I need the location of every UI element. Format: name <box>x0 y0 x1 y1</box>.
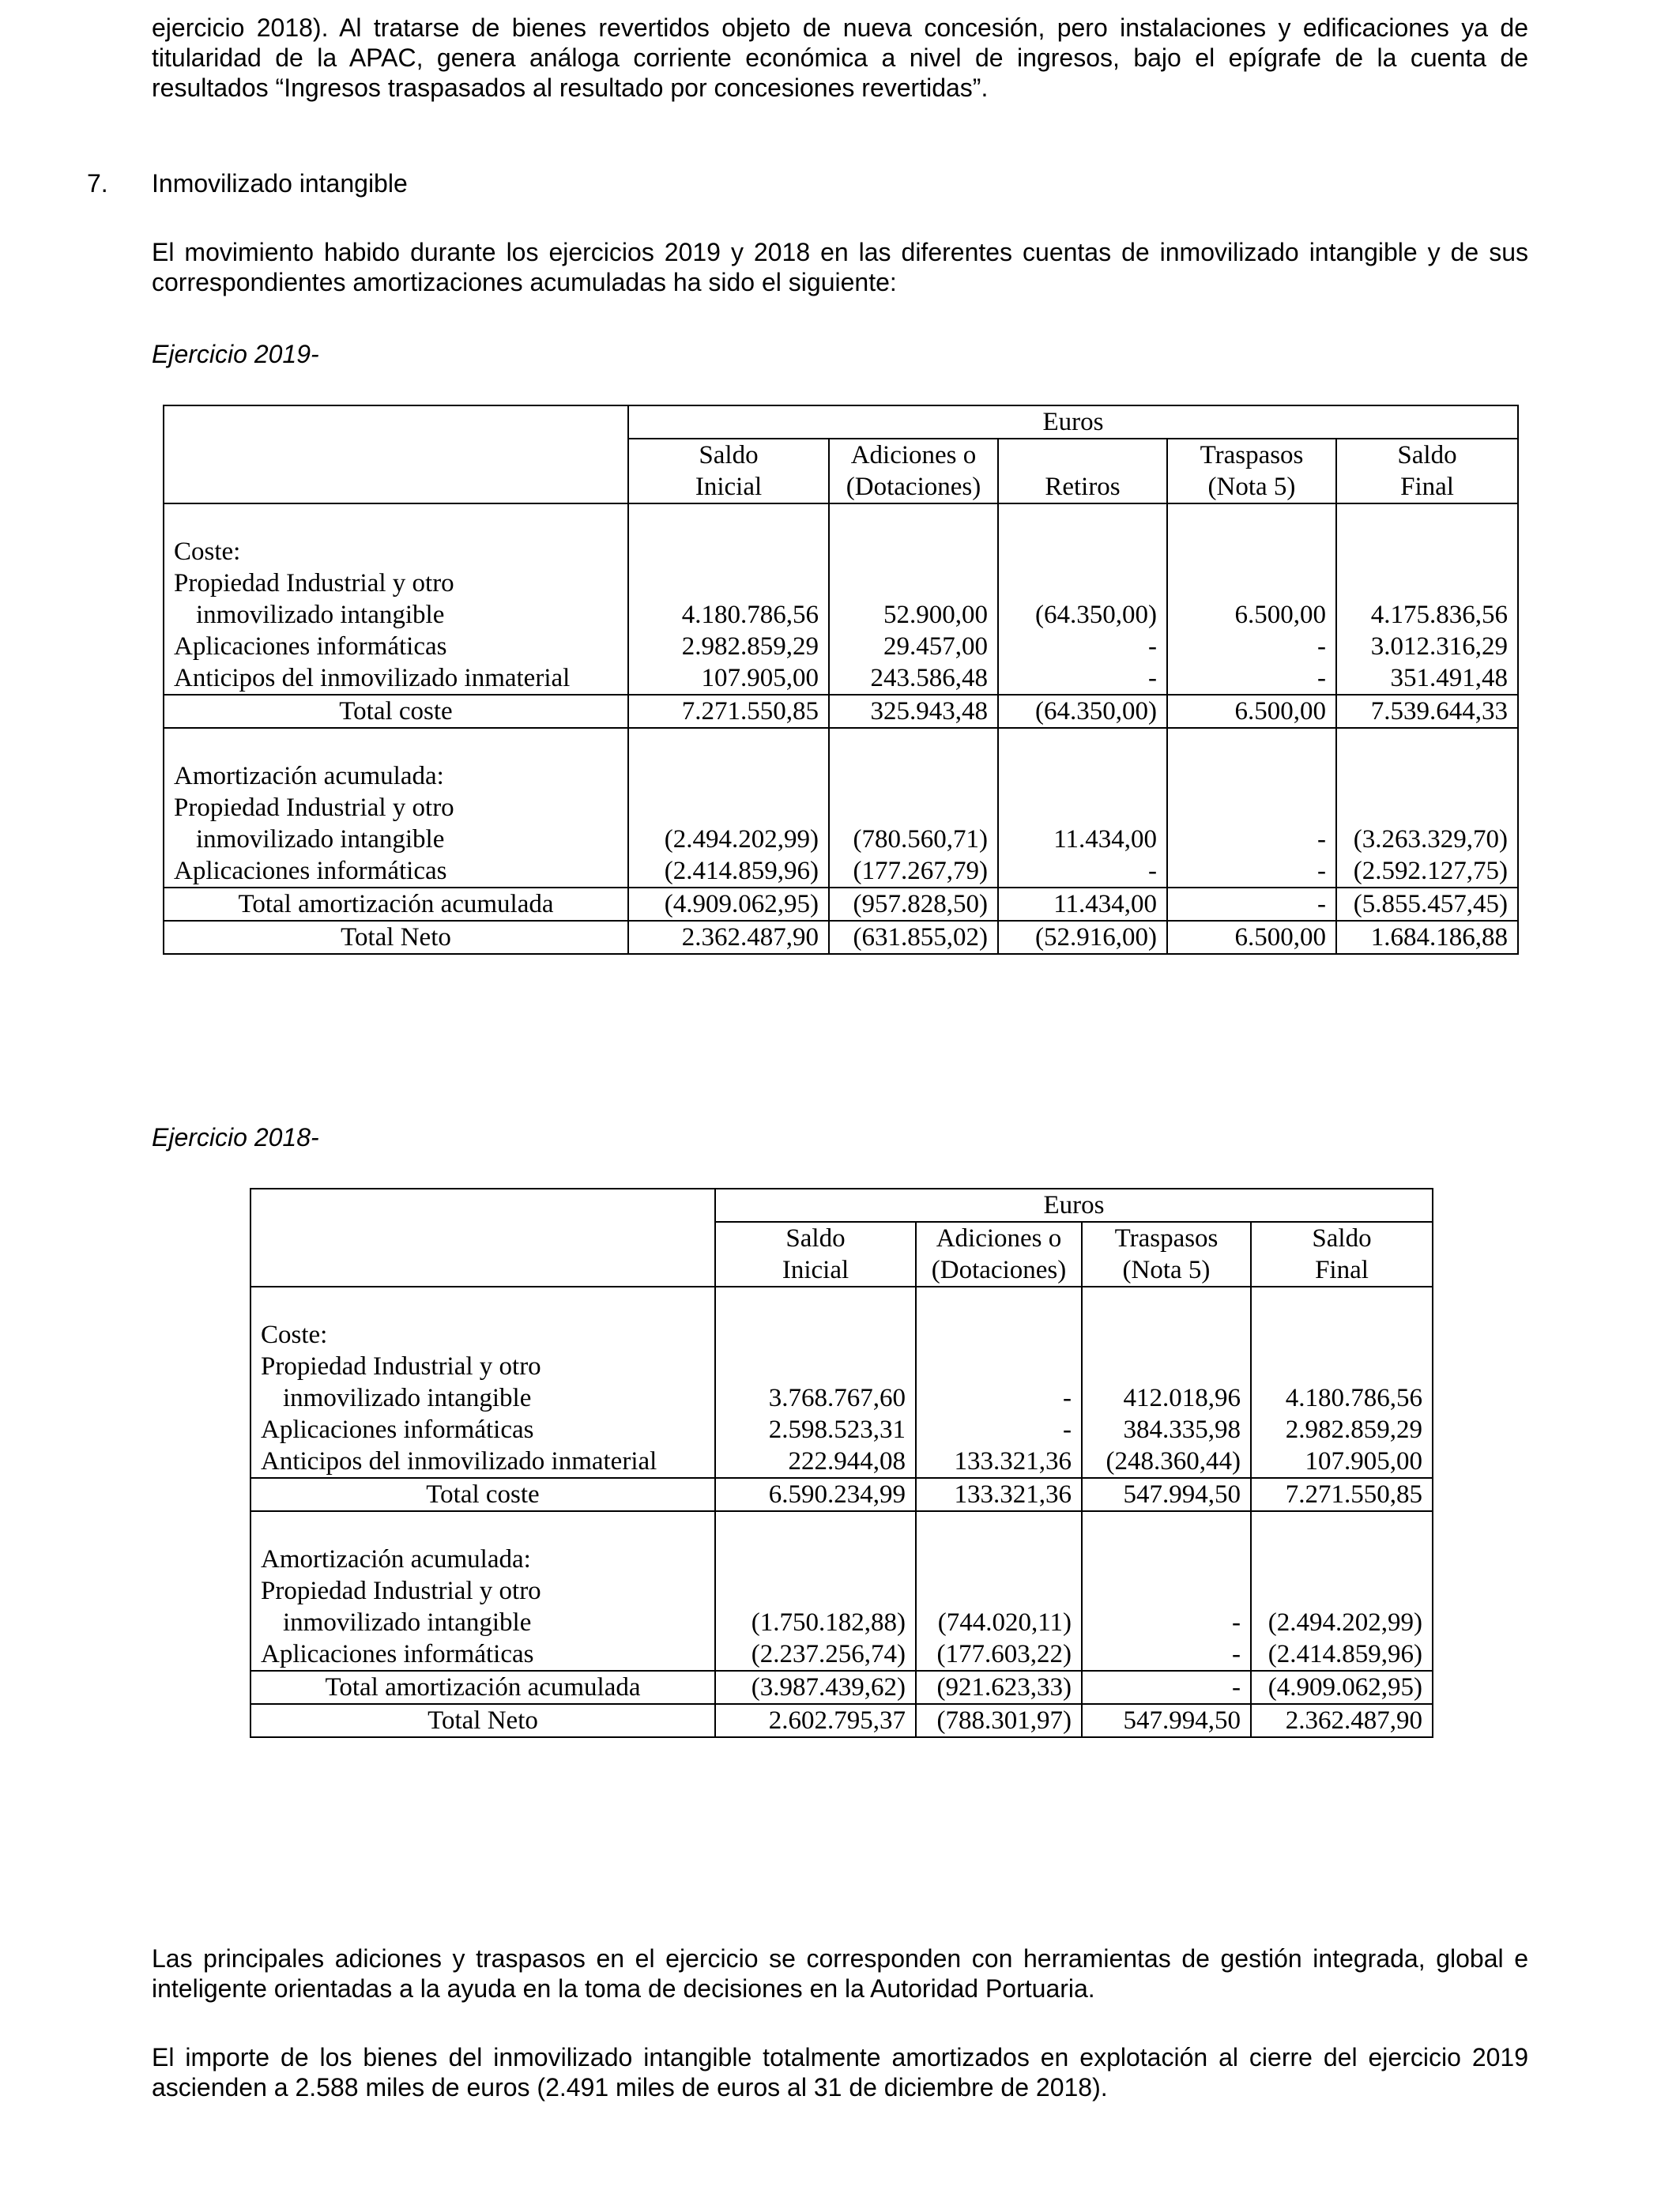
amortization-block <box>250 1511 1433 1671</box>
row-label: Aplicaciones informáticas <box>261 1416 534 1444</box>
table-2019-subtitle: Ejercicio 2019- <box>152 340 319 368</box>
cost-label: Coste: <box>174 537 241 566</box>
row-label-cont: inmovilizado intangible <box>283 1608 532 1637</box>
amortized-paragraph: El importe de los bienes del inmovilizado intangible totalmente amortizados en explotación al cierre del ejercicio 2019 ascienden a 2.588 miles de euros (2.491 miles de euros al 31 de diciembre de 2018). <box>152 2043 1528 2102</box>
table-cell: 243.586,48 <box>870 664 988 692</box>
table-cell: 2.982.859,29 <box>681 632 819 661</box>
table-cell: - <box>1148 632 1157 661</box>
column-header: Traspasos (Nota 5) <box>1082 1222 1251 1287</box>
table-cell: 52.900,00 <box>883 601 988 629</box>
table-cell: 6.500,00 <box>1167 921 1336 954</box>
table-cell: (1.750.182,88) <box>751 1608 906 1637</box>
table-cell: 11.434,00 <box>1053 825 1157 854</box>
row-label: Anticipos del inmovilizado inmaterial <box>174 664 571 692</box>
row-label: Anticipos del inmovilizado inmaterial <box>261 1447 657 1476</box>
column-header: Adiciones o (Dotaciones) <box>916 1222 1082 1287</box>
section-number: 7. <box>87 169 108 198</box>
table-cell: - <box>1082 1671 1251 1704</box>
table-cell: - <box>1317 825 1326 854</box>
table-cell: 7.539.644,33 <box>1336 695 1518 728</box>
table-cell: (4.909.062,95) <box>628 888 829 921</box>
section-title: Inmovilizado intangible <box>152 169 408 198</box>
table-cell: 133.321,36 <box>916 1478 1082 1511</box>
column-header: Saldo Final <box>1336 439 1518 503</box>
table-cell: (4.909.062,95) <box>1251 1671 1433 1704</box>
table-cell: - <box>1232 1640 1241 1668</box>
table-cell: 547.994,50 <box>1082 1704 1251 1737</box>
row-label: Aplicaciones informáticas <box>174 632 447 661</box>
table-cell: 11.434,00 <box>998 888 1167 921</box>
cost-label: Coste: <box>261 1321 328 1349</box>
table-cell: 351.491,48 <box>1390 664 1509 692</box>
row-label: Aplicaciones informáticas <box>174 857 447 885</box>
table-cell: (788.301,97) <box>916 1704 1082 1737</box>
row-label: Propiedad Industrial y otro <box>174 569 454 598</box>
table-cell: 2.362.487,90 <box>628 921 829 954</box>
cost-block <box>250 1287 1433 1478</box>
table-cell: 7.271.550,85 <box>1251 1478 1433 1511</box>
currency-header: Euros <box>715 1189 1433 1222</box>
table-cell: (2.414.859,96) <box>664 857 819 885</box>
column-header: Traspasos (Nota 5) <box>1167 439 1336 503</box>
table-cell: (921.623,33) <box>916 1671 1082 1704</box>
table-cell: - <box>1317 664 1326 692</box>
table-cell: - <box>1148 857 1157 885</box>
column-header: Saldo Inicial <box>715 1222 916 1287</box>
total-amortization-row: Total amortización acumulada (4.909.062,95) (957.828,50) 11.434,00 - (5.855.457,45) <box>164 888 1518 921</box>
table-cell: - <box>1063 1384 1072 1412</box>
table-cell: (2.494.202,99) <box>1268 1608 1422 1637</box>
table-cell: 384.335,98 <box>1123 1416 1241 1444</box>
table-cell: 4.175.836,56 <box>1370 601 1509 629</box>
table-cell: - <box>1148 664 1157 692</box>
section-heading <box>87 168 408 198</box>
column-header: Saldo Final <box>1251 1222 1433 1287</box>
table-cell: 2.598.523,31 <box>768 1416 906 1444</box>
table-cell: (64.350,00) <box>1035 601 1157 629</box>
row-label: Propiedad Industrial y otro <box>174 794 454 822</box>
table-cell: (248.360,44) <box>1106 1447 1241 1476</box>
table-cell: - <box>1167 888 1336 921</box>
table-cell: (177.603,22) <box>936 1640 1072 1668</box>
table-2018 <box>250 1188 1433 1738</box>
table-cell: (3.987.439,62) <box>715 1671 916 1704</box>
table-cell: - <box>1317 632 1326 661</box>
table-cell: 2.362.487,90 <box>1251 1704 1433 1737</box>
table-cell: 3.768.767,60 <box>768 1384 906 1412</box>
row-label-cont: inmovilizado intangible <box>196 601 445 629</box>
table-cell: 6.500,00 <box>1167 695 1336 728</box>
amortization-label: Amortización acumulada: <box>261 1545 531 1574</box>
table-cell: 325.943,48 <box>829 695 998 728</box>
row-label-cont: inmovilizado intangible <box>196 825 445 854</box>
table-cell: (957.828,50) <box>829 888 998 921</box>
table-cell: - <box>1317 857 1326 885</box>
amortization-label: Amortización acumulada: <box>174 762 444 790</box>
row-label: Propiedad Industrial y otro <box>261 1352 541 1381</box>
table-cell: 547.994,50 <box>1082 1478 1251 1511</box>
total-cost-row: Total coste 6.590.234,99 133.321,36 547.994,50 7.271.550,85 <box>250 1478 1433 1511</box>
table-cell: (2.237.256,74) <box>751 1640 906 1668</box>
table-cell: - <box>1232 1608 1241 1637</box>
table-cell: 6.500,00 <box>1234 601 1326 629</box>
table-cell: (64.350,00) <box>998 695 1167 728</box>
table-cell: (2.592.127,75) <box>1353 857 1509 885</box>
table-cell: 107.905,00 <box>1305 1447 1422 1476</box>
total-cost-row: Total coste 7.271.550,85 325.943,48 (64.350,00) 6.500,00 7.539.644,33 <box>164 695 1518 728</box>
additions-paragraph: Las principales adiciones y traspasos en el ejercicio se corresponden con herramientas de gestión integrada, global e inteligente orientadas a la ayuda en la toma de decisiones en la Autoridad Portuaria. <box>152 1944 1528 2003</box>
table-cell: 2.982.859,29 <box>1285 1416 1422 1444</box>
row-label-cont: inmovilizado intangible <box>283 1384 532 1412</box>
total-net-row: Total Neto 2.602.795,37 (788.301,97) 547.994,50 2.362.487,90 <box>250 1704 1433 1737</box>
total-amortization-row: Total amortización acumulada (3.987.439,62) (921.623,33) - (4.909.062,95) <box>250 1671 1433 1704</box>
table-cell: - <box>1063 1416 1072 1444</box>
table-cell: (3.263.329,70) <box>1353 825 1509 854</box>
table-cell: 107.905,00 <box>701 664 819 692</box>
table-cell: 133.321,36 <box>954 1447 1072 1476</box>
table-cell: 222.944,08 <box>788 1447 906 1476</box>
intro-paragraph: ejercicio 2018). Al tratarse de bienes revertidos objeto de nueva concesión, pero instalaciones y edificaciones ya de titularidad de la APAC, genera análoga corriente económica a nivel de ingresos, bajo el epígrafe de la cuenta de resultados “Ingresos traspasados al resultado por concesiones revertidas”. <box>152 13 1528 102</box>
table-cell: 412.018,96 <box>1123 1384 1241 1412</box>
cost-block <box>164 503 1518 695</box>
table-cell: 1.684.186,88 <box>1336 921 1518 954</box>
table-cell: 3.012.316,29 <box>1370 632 1509 661</box>
column-header: Saldo Inicial <box>628 439 829 503</box>
total-net-row: Total Neto 2.362.487,90 (631.855,02) (52.916,00) 6.500,00 1.684.186,88 <box>164 921 1518 954</box>
table-cell: (2.414.859,96) <box>1268 1640 1422 1668</box>
column-header: Retiros <box>998 439 1167 503</box>
table-2019 <box>163 405 1519 955</box>
table-cell: (177.267,79) <box>853 857 988 885</box>
table-cell: (5.855.457,45) <box>1336 888 1518 921</box>
table-2018-subtitle: Ejercicio 2018- <box>152 1123 319 1152</box>
table-cell: 6.590.234,99 <box>715 1478 916 1511</box>
amortization-block <box>164 728 1518 888</box>
table-cell: (631.855,02) <box>829 921 998 954</box>
row-label: Aplicaciones informáticas <box>261 1640 534 1668</box>
table-cell: (780.560,71) <box>853 825 988 854</box>
table-cell: (52.916,00) <box>998 921 1167 954</box>
row-label: Propiedad Industrial y otro <box>261 1577 541 1605</box>
column-header: Adiciones o (Dotaciones) <box>829 439 998 503</box>
table-cell: 7.271.550,85 <box>628 695 829 728</box>
movement-paragraph: El movimiento habido durante los ejercicios 2019 y 2018 en las diferentes cuentas de inmovilizado intangible y de sus correspondientes amortizaciones acumuladas ha sido el siguiente: <box>152 238 1528 296</box>
table-cell: (744.020,11) <box>937 1608 1072 1637</box>
table-cell: 2.602.795,37 <box>715 1704 916 1737</box>
table-cell: 4.180.786,56 <box>681 601 819 629</box>
table-cell: 4.180.786,56 <box>1285 1384 1422 1412</box>
currency-header: Euros <box>628 405 1518 439</box>
table-cell: 29.457,00 <box>883 632 988 661</box>
table-cell: (2.494.202,99) <box>664 825 819 854</box>
